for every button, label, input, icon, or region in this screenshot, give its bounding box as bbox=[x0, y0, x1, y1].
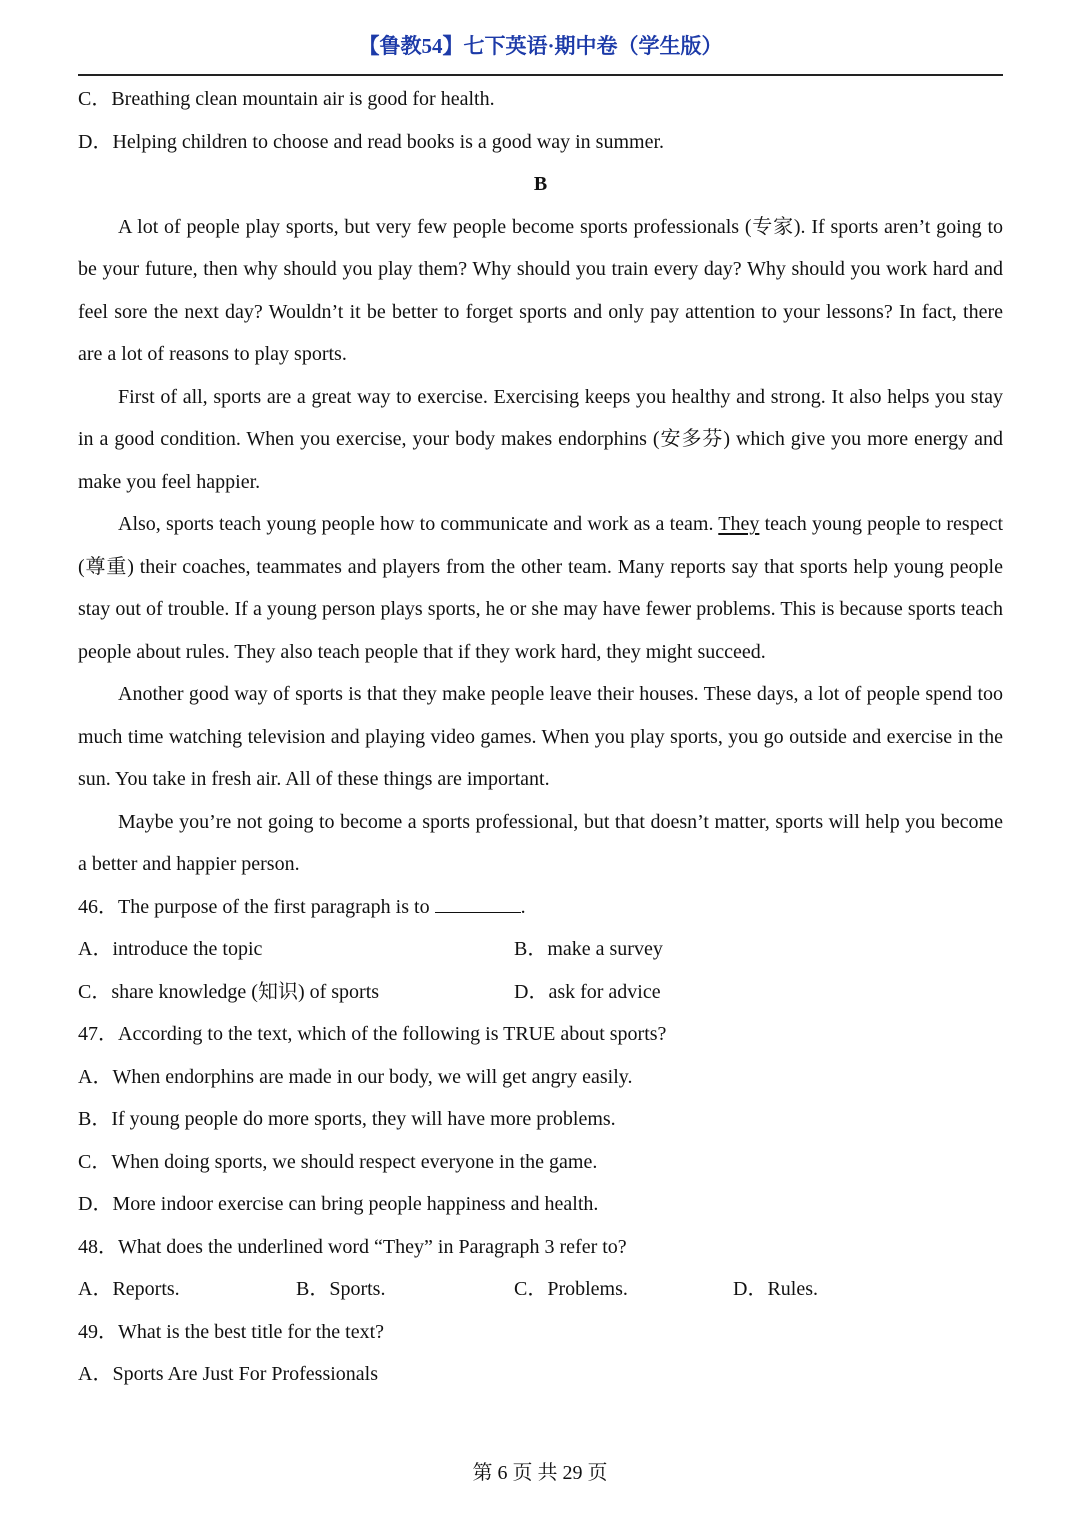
passage-paragraph-2: First of all, sports are a great way to exercise. Exercising keeps you healthy and strong. It also helps you stay in a good condition. When you exercise, your body makes endorphins (安多芬) which give you more energy and make you feel happier. bbox=[78, 385, 1003, 493]
prev-option-d: D．Helping children to choose and read books is a good way in summer. bbox=[78, 130, 664, 153]
q46-option-b: B．make a survey bbox=[514, 938, 663, 960]
paragraph-3-text-before: Also, sports teach young people how to communicate and work as a team. bbox=[118, 513, 719, 535]
question-46-stem bbox=[78, 886, 1003, 929]
underlined-word-they: They bbox=[718, 513, 760, 535]
q47-option-c: C．When doing sports, we should respect everyone in the game. bbox=[78, 1150, 598, 1173]
question-48-stem: 48．What does the underlined word “They” in Paragraph 3 refer to? bbox=[78, 1235, 627, 1258]
question-47-stem: 47．According to the text, which of the following is TRUE about sports? bbox=[78, 1023, 667, 1045]
q48-option-a: A．Reports. bbox=[78, 1278, 180, 1300]
q46-option-d: D．ask for advice bbox=[514, 980, 661, 1003]
passage-paragraph-1: A lot of people play sports, but very few people become sports professionals (专家). If sports aren’t going to be your future, then why should you play them? Why should you train every day? Why should you work hard and feel sore the next day? Wouldn’t it be better to forget sports and only pay attention to your lessons? In fact, there are a lot of reasons to play sports. bbox=[78, 215, 1003, 365]
page-number: 第 6 页 共 29 页 bbox=[472, 1462, 608, 1484]
q46-option-a: A．introduce the topic bbox=[78, 938, 263, 960]
q47-option-d: D．More indoor exercise can bring people happiness and health. bbox=[78, 1193, 599, 1215]
q47-option-a: A．When endorphins are made in our body, we will get angry easily. bbox=[78, 1065, 633, 1088]
paragraph-3-text-after: teach young people to respect (尊重) their coaches, teammates and players from the other team. Many reports say that sports help young people stay out of trouble. If a young person plays sports, he or she may have fewer problems. This is because sports teach people about rules. They also teach people that if they work hard, they might succeed. bbox=[78, 513, 1004, 663]
question-46-options-row-1 bbox=[78, 928, 1003, 971]
passage-paragraph-4: Another good way of sports is that they make people leave their houses. These days, a lot of people spend too much time watching television and playing video games. When you play sports, you go outside and exercise in the sun. You take in fresh air. All of these things are important. bbox=[78, 683, 1003, 790]
q48-option-d: D．Rules. bbox=[733, 1278, 818, 1300]
prev-option-c: C．Breathing clean mountain air is good for health. bbox=[78, 88, 495, 110]
q47-option-b: B．If young people do more sports, they will have more problems. bbox=[78, 1108, 616, 1130]
header-title: 【鲁教54】七下英语·期中卷（学生版） bbox=[358, 34, 723, 58]
question-48-options-row bbox=[78, 1268, 1003, 1311]
q48-option-c: C．Problems. bbox=[514, 1278, 628, 1300]
q48-option-b: B．Sports. bbox=[296, 1278, 386, 1300]
passage-paragraph-3 bbox=[78, 503, 1003, 673]
page-header bbox=[78, 30, 1003, 76]
q49-option-a: A．Sports Are Just For Professionals bbox=[78, 1363, 379, 1385]
answer-blank bbox=[435, 892, 521, 913]
document-body bbox=[78, 78, 1003, 1396]
passage-label: B bbox=[533, 173, 548, 195]
q46-option-c: C．share knowledge (知识) of sports bbox=[78, 980, 380, 1003]
passage-paragraph-5: Maybe you’re not going to become a sports professional, but that doesn’t matter, sports will help you become a better and happier person. bbox=[78, 810, 1003, 875]
page-footer bbox=[0, 1458, 1080, 1488]
question-49-stem: 49．What is the best title for the text? bbox=[78, 1320, 385, 1343]
question-46-end: . bbox=[520, 895, 526, 918]
question-46-text: 46．The purpose of the first paragraph is to bbox=[78, 895, 435, 918]
question-46-options-row-2 bbox=[78, 971, 1003, 1014]
